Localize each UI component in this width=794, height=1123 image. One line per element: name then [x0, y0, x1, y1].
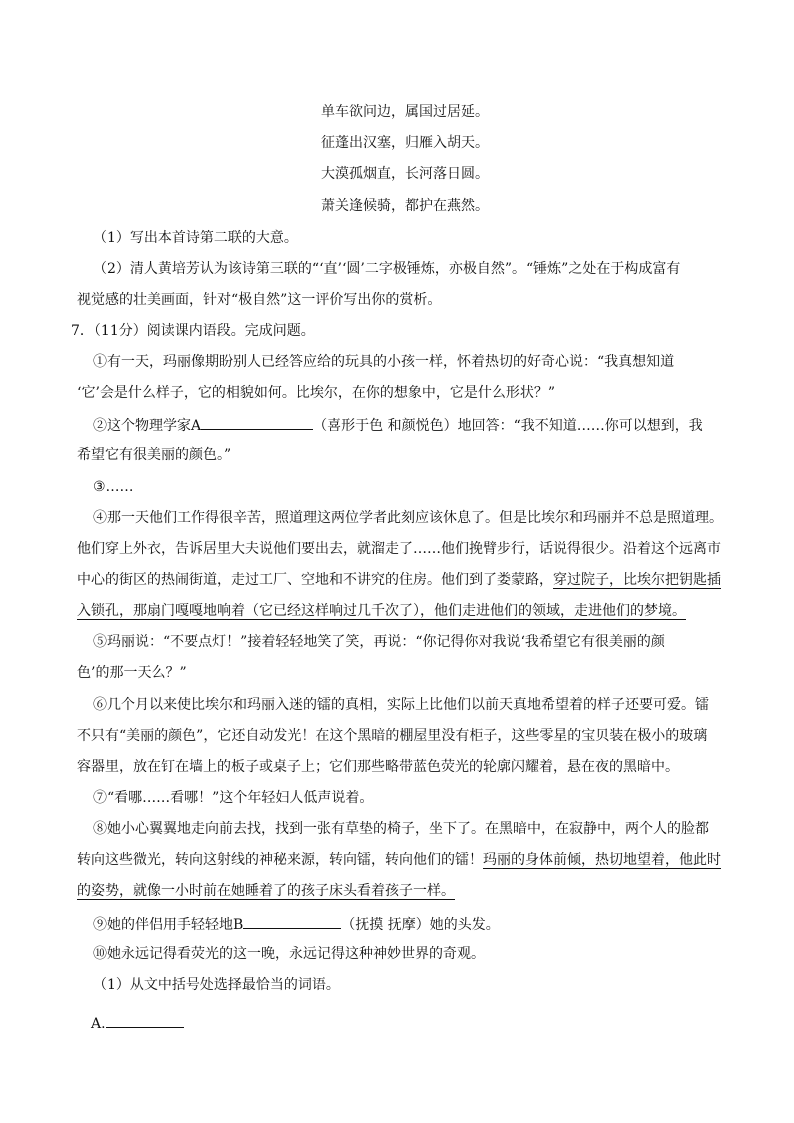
- q7-para9-prefix: ⑨她的伴侣用手轻轻地B: [93, 917, 244, 933]
- q7-para4-line3-underlined: 穿过院子，比埃尔把钥匙插: [553, 572, 721, 588]
- q7-title: 7．（11分）阅读课内语段。完成问题。: [71, 323, 315, 339]
- q7-para4-line3-plain: 中心的街区的热闹街道，走过工厂、空地和不讲究的住房。他们到了娄蒙路，: [77, 572, 553, 588]
- q7-sub1: （1）从文中括号处选择最恰当的词语。: [93, 977, 340, 993]
- q7-para6-line2: 不只有“美丽的颜色”，它还自动发光！在这个黑暗的棚屋里没有柜子，这些零星的宝贝装在极小的玻璃: [77, 728, 708, 744]
- blank-b[interactable]: [243, 913, 341, 929]
- poem-line-2: 征蓬出汉塞，归雁入胡天。: [321, 135, 489, 151]
- q7-para7: ⑦“看哪……看哪！”这个年轻妇人低声说着。: [93, 790, 374, 806]
- q7-para2-line1: [93, 414, 703, 436]
- blank-a[interactable]: [201, 414, 313, 430]
- q7-para2-suffix: （喜形于色 和颜悦色）地回答：“我不知道……你可以想到，我: [313, 418, 703, 434]
- q7-para6-line3: 容器里，放在钉在墙上的板子或桌子上；它们那些略带蓝色荧光的轮廓闪耀着，悬在夜的黑暗中。: [77, 759, 679, 775]
- q6-sub2-line1: （2）清人黄培芳认为该诗第三联的“‘直’‘圆’二字极锤炼，亦极自然”。“锤炼”之处在于构成富有: [93, 261, 681, 277]
- q7-para5-line1: ⑤玛丽说：“不要点灯！”接着轻轻地笑了笑，再说：“你记得你对我说‘我希望它有很美丽的颜: [93, 634, 665, 650]
- q7-para8-line2-plain: 转向这些微光，转向这射线的神秘来源，转向镭，转向他们的镭！: [77, 852, 483, 868]
- q7-para8-line2-underlined: 玛丽的身体前倾，热切地望着，他此时: [483, 852, 721, 868]
- q7-para8-line2: [77, 850, 721, 870]
- q7-para8-line1: ⑧她小心翼翼地走向前去找，找到一张有草垫的椅子，坐下了。在黑暗中，在寂静中，两个人的脸都: [93, 821, 709, 837]
- q7-para4-line3: [77, 570, 721, 590]
- poem-line-4: 萧关逢候骑，都护在燕然。: [321, 198, 489, 214]
- q6-sub2-line2: 视觉感的壮美画面，针对“极自然”这一评价写出你的赏析。: [77, 292, 442, 308]
- q7-para3: ③……: [93, 479, 134, 495]
- q7-para4-line1: ④那一天他们工作得很辛苦，照道理这两位学者此刻应该休息了。但是比埃尔和玛丽并不总是照道理。: [93, 510, 723, 526]
- poem-line-3: 大漠孤烟直，长河落日圆。: [321, 166, 489, 182]
- q7-para10: ⑩她永远记得看荧光的这一晚，永远记得这种神妙世界的奇观。: [93, 946, 485, 962]
- q7-para1-line1: ①有一天，玛丽像期盼别人已经答应给的玩具的小孩一样，怀着热切的好奇心说：“我真想知道: [93, 354, 675, 370]
- answer-a: [91, 1012, 184, 1034]
- q7-para8-line3-underlined: 的姿势，就像一小时前在她睡着了的孩子床头看着孩子一样。: [77, 883, 455, 899]
- q7-para9: [93, 913, 500, 935]
- answer-a-label: A.: [91, 1016, 106, 1032]
- q7-para9-suffix: （抚摸 抚摩）她的头发。: [341, 917, 500, 933]
- answer-a-blank[interactable]: [106, 1012, 184, 1028]
- poem-line-1: 单车欲问边，属国过居延。: [321, 104, 489, 120]
- q7-para5-line2: 色’的那一天么？”: [77, 665, 187, 681]
- q7-para2-prefix: ②这个物理学家A: [93, 418, 202, 434]
- q7-para4-line2: 他们穿上外衣，告诉居里大夫说他们要出去，就溜走了……他们挽臂步行，话说得很少。沿着这个远离市: [77, 541, 721, 557]
- q7-para4-line4-underlined: 入锁孔，那扇门嘎嘎地响着（它已经这样响过几千次了），他们走进他们的领域，走进他们的梦境。: [77, 603, 686, 619]
- q7-para1-line2: ‘它’会是什么样子，它的相貌如何。比埃尔，在你的想象中，它是什么形状？”: [77, 385, 556, 401]
- q7-para2-line2: 希望它有很美丽的颜色。”: [77, 447, 232, 463]
- q6-sub1: （1）写出本首诗第二联的大意。: [93, 230, 298, 246]
- q7-para6-line1: ⑥几个月以来使比埃尔和玛丽入迷的镭的真相，实际上比他们以前天真地希望着的样子还要可爱。镭: [93, 697, 709, 713]
